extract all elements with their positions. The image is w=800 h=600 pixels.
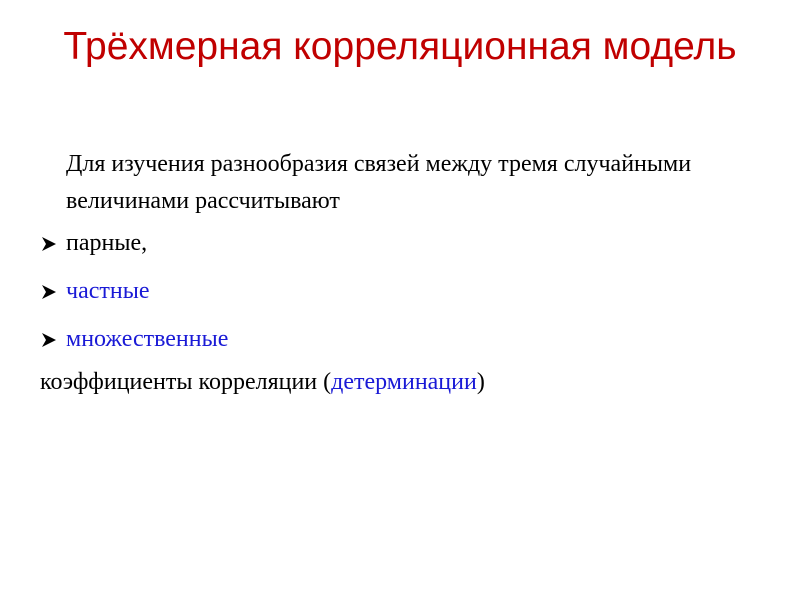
closing-highlight: детерминации	[331, 369, 477, 395]
arrowhead-icon	[40, 283, 58, 301]
bullet-list	[40, 225, 228, 369]
bullet-label: парные,	[66, 230, 148, 256]
bullet-item-partial	[40, 273, 228, 321]
closing-suffix: )	[476, 369, 485, 395]
bullet-item-paired	[40, 225, 228, 273]
bullet-label: множественные	[66, 326, 229, 352]
intro-text: Для изучения разнообразия связей между тремя случайными величинами рассчитывают	[66, 151, 692, 214]
slide-title: Трёхмерная корреляционная модель	[63, 25, 737, 68]
closing-text	[40, 364, 485, 400]
closing-prefix: коэффициенты корреляции (	[40, 369, 332, 395]
bullet-label: частные	[66, 278, 150, 304]
bullet-item-multiple	[40, 321, 228, 369]
arrowhead-icon	[40, 331, 58, 349]
arrowhead-icon	[40, 235, 58, 253]
